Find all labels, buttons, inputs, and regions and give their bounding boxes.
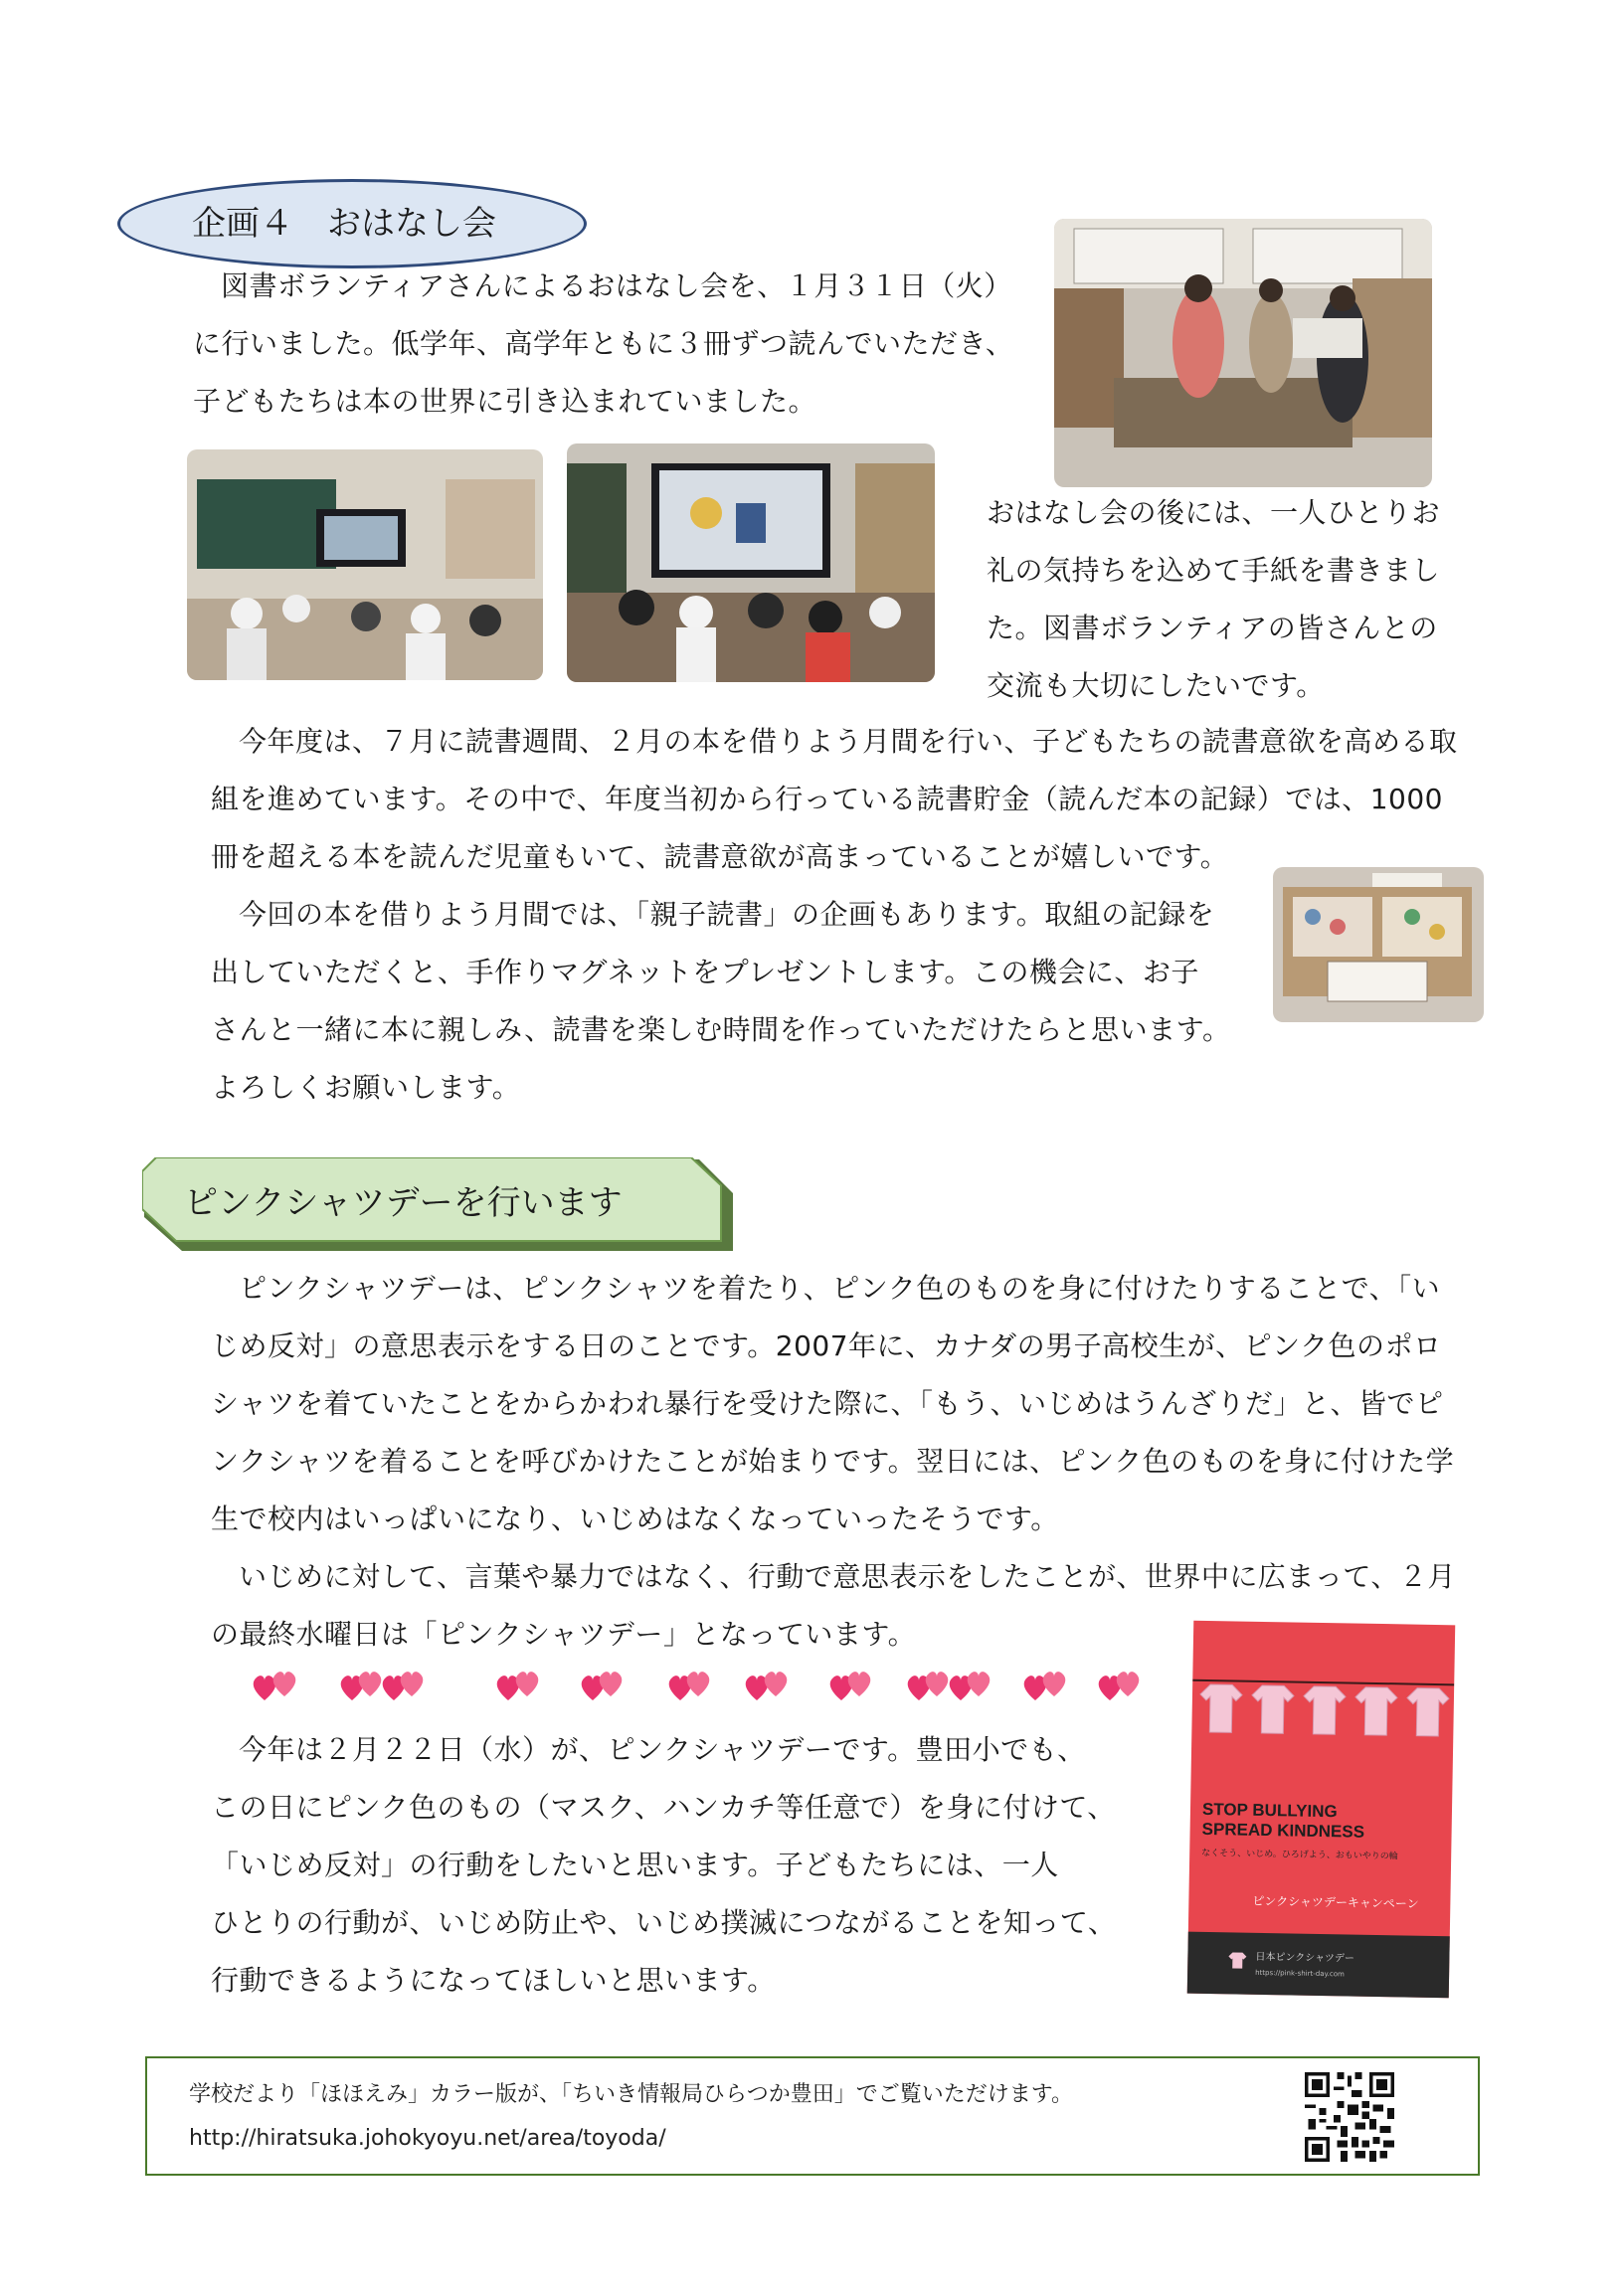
s1-p4-line-3: さんと一緒に本に親しみ、読書を楽しむ時間を作っていただけたらと思います。: [211, 1013, 1231, 1046]
photo-magnet-box: [1273, 867, 1484, 1022]
pink-shirts-illustration: [1191, 1671, 1455, 1785]
s1-p3-line-2: 組を進めています。その中で、年度当初から行っている読書貯金（読んだ本の記録）では、1000: [211, 783, 1443, 815]
book-org: 日本ピンクシャツデー: [1255, 1951, 1355, 1965]
s2-p1-line-3: シャツを着ていたことをからかわれ暴行を受けた際に、「もう、いじめはうんざりだ」と、皆でピ: [211, 1387, 1444, 1420]
section1-heading: [117, 179, 587, 268]
section2-heading: [142, 1157, 735, 1253]
s2-p2-line-1: いじめに対して、言葉や暴力ではなく、行動で意思表示をしたことが、世界中に広まって、２月: [239, 1560, 1456, 1593]
s1-p1-line-2: に行いました。低学年、高学年ともに３冊ずつ読んでいただき、: [193, 327, 1014, 360]
book-title-line-2: SPREAD KINDNESS: [1201, 1819, 1365, 1842]
book-title-line-1: STOP BULLYING: [1201, 1799, 1338, 1822]
s1-p4-line-2: 出していただくと、手作りマグネットをプレゼントします。この機会に、お子: [211, 956, 1199, 988]
footer-text: 学校だより「ほほえみ」カラー版が、「ちいき情報局ひらつか豊田」でご覧いただけます。: [189, 2082, 1074, 2107]
s2-p3-line-3: 「いじめ反対」の行動をしたいと思います。子どもたちには、一人: [211, 1849, 1059, 1881]
book-title: [1201, 1800, 1364, 1843]
footer-url[interactable]: http://hiratsuka.johokyoyu.net/area/toyoda/: [189, 2126, 666, 2151]
s2-p3-line-1: 今年は２月２２日（水）が、ピンクシャツデーです。豊田小でも、: [239, 1733, 1086, 1766]
s1-p2-line-1: おはなし会の後には、一人ひとりお: [987, 496, 1441, 529]
s1-p3-line-1: 今年度は、７月に読書週間、２月の本を借りよう月間を行い、子どもたちの読書意欲を高める取: [239, 725, 1458, 758]
book-footer: [1187, 1932, 1450, 1999]
s1-p2-line-3: た。図書ボランティアの皆さんとの: [987, 612, 1438, 644]
s1-p3-line-3: 冊を超える本を読んだ児童もいて、読書意欲が高まっていることが嬉しいです。: [211, 840, 1229, 873]
photo-classroom-screen-2: [567, 443, 935, 682]
section1-heading-text: 企画４ おはなし会: [192, 204, 496, 244]
s1-p1-line-3: 子どもたちは本の世界に引き込まれていました。: [193, 385, 817, 418]
s2-p1-line-4: ンクシャツを着ることを呼びかけたことが始まりです。翌日には、ピンク色のものを身に付けた学: [211, 1445, 1455, 1478]
s2-p3-line-2: この日にピンク色のもの（マスク、ハンカチ等任意で）を身に付けて、: [211, 1791, 1116, 1824]
s2-p1-line-1: ピンクシャツデーは、ピンクシャツを着たり、ピンク色のものを身に付けたりすることで、「い: [239, 1272, 1441, 1305]
s2-p3-line-4: ひとりの行動が、いじめ防止や、いじめ撲滅につながることを知って、: [211, 1906, 1117, 1939]
photo-classroom-screen-1: [187, 449, 543, 680]
section2-heading-text: ピンクシャツデーを行います: [184, 1183, 623, 1223]
footer-box: [145, 2056, 1480, 2176]
s2-p1-line-2: じめ反対」の意思表示をする日のことです。2007年に、カナダの男子高校生が、ピンク色のポロ: [211, 1329, 1442, 1362]
s1-p2-line-2: 礼の気持ちを込めて手紙を書きまし: [987, 554, 1441, 587]
pink-shirt-day-book-cover: [1187, 1621, 1456, 1999]
book-url: https://pink-shirt-day.com: [1255, 1968, 1345, 1979]
s1-p2-line-4: 交流も大切にしたいです。: [987, 669, 1325, 702]
s1-p4-line-4: よろしくお願いします。: [211, 1071, 521, 1104]
s2-p2-line-2: の最終水曜日は「ピンクシャツデー」となっています。: [211, 1618, 917, 1651]
hearts-decoration: [249, 1665, 1164, 1714]
book-subtitle: なくそう、いじめ。ひろげよう、おもいやりの輪: [1201, 1848, 1398, 1862]
s1-p1-line-1: 図書ボランティアさんによるおはなし会を、１月３１日（火）: [221, 269, 1012, 302]
book-campaign-label: ピンクシャツデーキャンペーン: [1252, 1893, 1419, 1911]
s1-p4-line-1: 今回の本を借りよう月間では、「親子読書」の企画もあります。取組の記録を: [239, 898, 1215, 931]
qr-code-icon[interactable]: [1305, 2072, 1394, 2162]
s2-p1-line-5: 生で校内はいっぱいになり、いじめはなくなっていったそうです。: [211, 1502, 1059, 1535]
shirt-icon: [1227, 1950, 1247, 1970]
s2-p3-line-5: 行動できるようになってほしいと思います。: [211, 1964, 776, 1997]
photo-volunteers-reading: [1054, 219, 1432, 487]
